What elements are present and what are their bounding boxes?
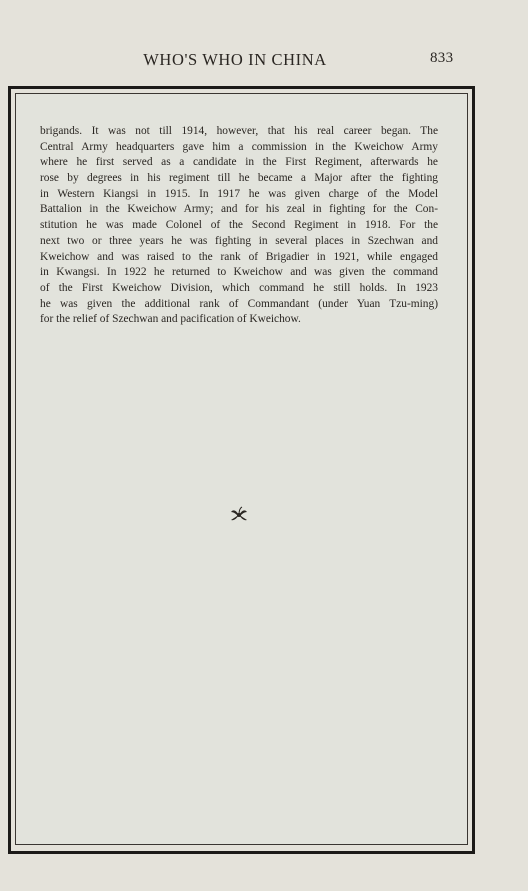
text-line: of the First Kweichow Division, which command he still holds. In 1923 xyxy=(40,281,438,294)
text-line: next two or three years he was fighting in several places in Szechwan and xyxy=(40,234,438,247)
text-line: in Kwangsi. In 1922 he returned to Kweichow and was given the command xyxy=(40,266,438,279)
biography-paragraph xyxy=(40,124,438,328)
page-number: 833 xyxy=(430,50,454,66)
text-line: Kweichow and was raised to the rank of Brigadier in 1921, while engaged xyxy=(40,250,438,263)
text-line: he was given the additional rank of Commandant (under Yuan Tzu-ming) xyxy=(40,297,438,310)
text-line: stitution he was made Colonel of the Second Regiment in 1918. For the xyxy=(40,219,438,232)
text-line: rose by degrees in his regiment till he became a Major after the fighting xyxy=(40,172,438,185)
text-line: in Western Kiangsi in 1915. In 1917 he was given charge of the Model xyxy=(40,187,438,200)
running-header xyxy=(0,48,528,70)
fleuron-ornament-icon xyxy=(228,506,250,524)
text-line: Battalion in the Kweichow Army; and for his zeal in fighting for the Con- xyxy=(40,203,438,216)
text-line: Central Army headquarters gave him a commission in the Kweichow Army xyxy=(40,140,438,153)
running-header-title: WHO'S WHO IN CHINA xyxy=(143,50,327,69)
text-line: where he first served as a candidate in the First Regiment, afterwards he xyxy=(40,156,438,169)
text-line: for the relief of Szechwan and pacification of Kweichow. xyxy=(40,313,301,326)
text-line: brigands. It was not till 1914, however, that his real career began. The xyxy=(40,125,438,137)
